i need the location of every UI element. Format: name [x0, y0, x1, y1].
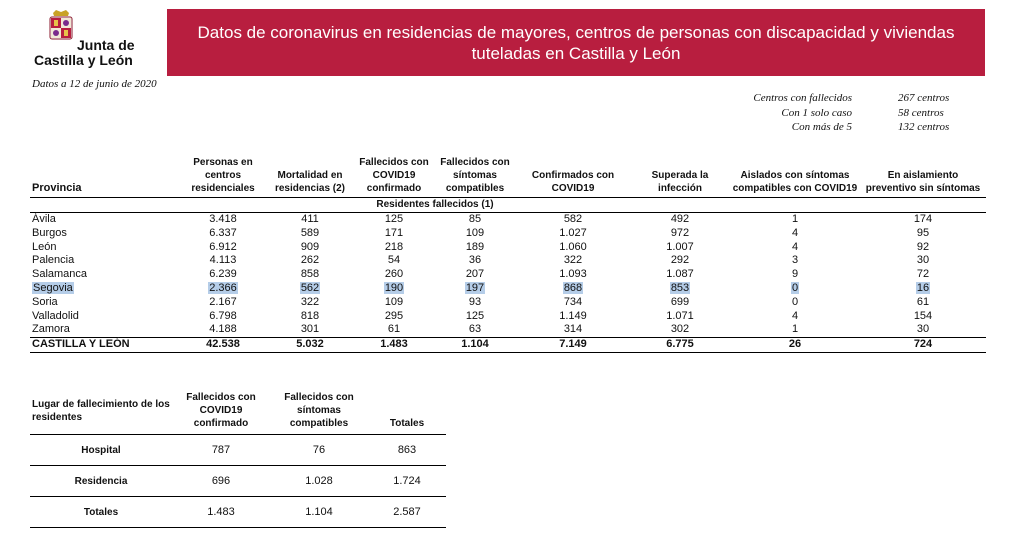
value-cell — [630, 227, 730, 241]
cell-value: 858 — [300, 268, 320, 281]
value-cell — [860, 213, 986, 227]
province-name: León — [32, 240, 57, 253]
total-value: 26 — [730, 338, 860, 353]
cell-value: 54 — [387, 254, 401, 267]
logo-text-line2: Castilla y León — [34, 52, 133, 68]
value-cell — [730, 241, 860, 255]
value-cell — [434, 282, 516, 296]
province-cell — [30, 268, 180, 282]
value-cell — [266, 227, 354, 241]
cell-value: 868 — [563, 281, 583, 294]
total-value: 5.032 — [266, 338, 354, 353]
place-label: Residencia — [30, 466, 172, 497]
value-cell — [434, 227, 516, 241]
value-cell — [354, 227, 434, 241]
column-header: Fallecidos con síntomas compatibles — [270, 391, 368, 435]
table-row — [30, 466, 446, 497]
value-cell — [516, 310, 630, 324]
value-cell — [730, 227, 860, 241]
column-header: Lugar de fallecimiento de los residentes — [30, 391, 172, 435]
summary-label: Centros con fallecidos — [753, 92, 852, 104]
value-cell — [180, 227, 266, 241]
junta-logo — [34, 9, 154, 71]
cell-value: 4 — [791, 240, 799, 253]
cell-value: 1.071 — [666, 309, 694, 322]
cell-value: 262 — [300, 254, 320, 267]
value-cell — [516, 254, 630, 268]
summary-label: Con más de 5 — [791, 121, 852, 133]
value-cell: 2.587 — [368, 497, 446, 528]
value-cell — [180, 268, 266, 282]
cell-value: 492 — [670, 213, 690, 225]
column-header: Personas en centros residenciales — [180, 156, 266, 198]
value-cell — [266, 241, 354, 255]
table-row — [30, 213, 986, 227]
title-banner — [167, 9, 985, 76]
total-value: 7.149 — [516, 338, 630, 353]
cell-value: 411 — [301, 213, 319, 225]
cell-value: 61 — [387, 323, 401, 336]
value-cell — [434, 323, 516, 337]
total-row — [30, 338, 986, 353]
table-row — [30, 241, 986, 255]
value-cell — [730, 296, 860, 310]
cell-value: 699 — [670, 295, 690, 308]
cell-value: 295 — [384, 309, 404, 322]
cell-value: 0 — [791, 281, 799, 294]
value-cell — [180, 310, 266, 324]
value-cell — [180, 241, 266, 255]
value-cell — [630, 282, 730, 296]
cell-value: 207 — [465, 268, 485, 281]
cell-value: 61 — [916, 295, 930, 308]
province-name: Salamanca — [32, 268, 88, 281]
value-cell — [354, 310, 434, 324]
cell-value: 4 — [791, 309, 799, 322]
cell-value: 6.798 — [209, 309, 237, 322]
cell-value: 36 — [468, 254, 482, 267]
province-name: Soria — [32, 295, 58, 308]
value-cell — [516, 282, 630, 296]
province-cell — [30, 254, 180, 268]
column-header: Fallecidos con COVID19 confirmado — [354, 156, 434, 198]
cell-value: 125 — [465, 309, 485, 322]
cell-value: 92 — [916, 240, 930, 253]
value-cell — [266, 323, 354, 337]
cell-value: 1.007 — [666, 240, 694, 253]
value-cell: 1.104 — [270, 497, 368, 528]
cell-value: 818 — [300, 309, 320, 322]
place-label: Totales — [30, 497, 172, 528]
cell-value: 314 — [563, 323, 583, 336]
cell-value: 218 — [384, 240, 404, 253]
column-header: En aislamiento preventivo sin síntomas — [860, 156, 986, 198]
place-of-death-table — [30, 391, 446, 528]
cell-value: 85 — [468, 213, 482, 225]
total-value: 6.775 — [630, 338, 730, 353]
value-cell — [630, 254, 730, 268]
column-header: Superada la infección — [630, 156, 730, 198]
cell-value: 125 — [384, 213, 404, 225]
cell-value: 30 — [916, 254, 930, 267]
cell-value: 72 — [916, 268, 930, 281]
summary-label: Con 1 solo caso — [781, 106, 852, 119]
value-cell — [434, 310, 516, 324]
value-cell — [354, 241, 434, 255]
value-cell: 1.724 — [368, 466, 446, 497]
total-value: 724 — [860, 338, 986, 353]
value-cell — [354, 296, 434, 310]
value-cell — [630, 213, 730, 227]
value-cell — [266, 310, 354, 324]
table-row — [30, 282, 986, 296]
table-header-row — [30, 156, 986, 198]
cell-value: 1.093 — [559, 268, 587, 281]
place-label: Hospital — [30, 435, 172, 466]
cell-value: 322 — [563, 254, 583, 267]
cell-value: 2.366 — [209, 281, 237, 294]
value-cell: 76 — [270, 435, 368, 466]
logo-text-line1: Junta de — [77, 37, 135, 53]
province-cell — [30, 310, 180, 324]
cell-value: 197 — [465, 281, 485, 294]
cell-value: 562 — [300, 281, 320, 294]
cell-value: 171 — [384, 226, 404, 239]
cell-value: 30 — [916, 323, 930, 336]
subheader-row — [30, 198, 986, 213]
cell-value: 0 — [791, 295, 799, 308]
value-cell — [354, 268, 434, 282]
cell-value: 109 — [384, 295, 404, 308]
centers-summary — [740, 92, 970, 136]
value-cell — [860, 323, 986, 337]
province-cell — [30, 296, 180, 310]
summary-row — [740, 121, 970, 136]
value-cell — [630, 268, 730, 282]
province-cell — [30, 227, 180, 241]
cell-value: 16 — [916, 281, 930, 294]
value-cell — [434, 241, 516, 255]
table-row — [30, 310, 986, 324]
cell-value: 6.239 — [209, 268, 237, 281]
cell-value: 95 — [916, 226, 930, 239]
table-row — [30, 435, 446, 466]
province-cell — [30, 323, 180, 337]
cell-value: 853 — [670, 281, 690, 294]
value-cell — [860, 241, 986, 255]
column-header: Totales — [368, 391, 446, 435]
value-cell — [860, 310, 986, 324]
cell-value: 2.167 — [209, 295, 237, 308]
cell-value: 154 — [913, 309, 933, 322]
value-cell — [266, 254, 354, 268]
value-cell — [860, 268, 986, 282]
residences-table — [30, 156, 986, 353]
summary-value: 132 centros — [898, 121, 950, 133]
value-cell — [516, 213, 630, 227]
cell-value: 1.027 — [559, 226, 587, 239]
value-cell — [516, 296, 630, 310]
deceased-residents-subheader: Residentes fallecidos (1) — [354, 198, 516, 213]
value-cell — [630, 241, 730, 255]
column-header: Aislados con síntomas compatibles con COVID19 — [730, 156, 860, 198]
table-row — [30, 268, 986, 282]
value-cell — [180, 296, 266, 310]
total-label: CASTILLA Y LEÓN — [30, 338, 180, 353]
cell-value: 6.337 — [209, 226, 237, 239]
value-cell — [516, 227, 630, 241]
total-value: 42.538 — [180, 338, 266, 353]
province-name: Zamora — [32, 323, 70, 336]
province-cell — [30, 282, 180, 296]
cell-value: 972 — [670, 226, 690, 239]
province-name: Ávila — [32, 213, 56, 225]
table-row — [30, 254, 986, 268]
value-cell: 863 — [368, 435, 446, 466]
value-cell — [730, 323, 860, 337]
cell-value: 4.188 — [209, 323, 237, 336]
value-cell — [266, 296, 354, 310]
value-cell — [516, 268, 630, 282]
value-cell: 787 — [172, 435, 270, 466]
value-cell — [434, 268, 516, 282]
cell-value: 93 — [468, 295, 482, 308]
value-cell — [516, 323, 630, 337]
value-cell — [730, 310, 860, 324]
value-cell — [354, 323, 434, 337]
summary-value: 267 centros — [898, 92, 950, 104]
column-header: Fallecidos con COVID19 confirmado — [172, 391, 270, 435]
coat-of-arms-icon — [48, 9, 74, 43]
value-cell — [860, 282, 986, 296]
value-cell — [630, 323, 730, 337]
value-cell — [730, 213, 860, 227]
value-cell — [266, 282, 354, 296]
value-cell — [266, 213, 354, 227]
column-header: Mortalidad en residencias (2) — [266, 156, 354, 198]
cell-value: 1.087 — [666, 268, 694, 281]
value-cell — [730, 282, 860, 296]
value-cell: 1.483 — [172, 497, 270, 528]
value-cell — [180, 213, 266, 227]
value-cell — [630, 310, 730, 324]
cell-value: 1.060 — [559, 240, 587, 253]
table-row — [30, 227, 986, 241]
cell-value: 190 — [384, 281, 404, 294]
cell-value: 1 — [791, 323, 799, 336]
cell-value: 734 — [563, 295, 583, 308]
province-cell — [30, 213, 180, 227]
cell-value: 302 — [670, 323, 690, 336]
cell-value: 589 — [300, 226, 320, 239]
cell-value: 3 — [791, 254, 799, 267]
value-cell — [354, 282, 434, 296]
value-cell — [354, 254, 434, 268]
page-title: Datos de coronavirus en residencias de mayores, centros de personas con discapacidad y viviendas tuteladas en Castilla y León — [197, 22, 955, 63]
cell-value: 909 — [300, 240, 320, 253]
value-cell — [434, 213, 516, 227]
cell-value: 301 — [300, 323, 320, 336]
value-cell — [434, 254, 516, 268]
summary-row — [740, 107, 970, 122]
cell-value: 260 — [384, 268, 404, 281]
value-cell — [434, 296, 516, 310]
value-cell — [860, 254, 986, 268]
cell-value: 4 — [791, 226, 799, 239]
value-cell — [180, 254, 266, 268]
province-name: Palencia — [32, 254, 75, 267]
value-cell — [730, 268, 860, 282]
total-value: 1.104 — [434, 338, 516, 353]
cell-value: 292 — [670, 254, 690, 267]
cell-value: 109 — [465, 226, 485, 239]
cell-value: 582 — [563, 213, 583, 225]
column-header: Confirmados con COVID19 — [516, 156, 630, 198]
value-cell — [630, 296, 730, 310]
value-cell — [180, 282, 266, 296]
value-cell — [354, 213, 434, 227]
cell-value: 63 — [468, 323, 482, 336]
column-header: Provincia — [30, 156, 180, 198]
cell-value: 322 — [300, 295, 320, 308]
report-date: Datos a 12 de junio de 2020 — [32, 78, 157, 90]
province-name: Valladolid — [32, 309, 79, 322]
value-cell — [516, 241, 630, 255]
cell-value: 3.418 — [209, 213, 237, 225]
cell-value: 9 — [791, 268, 799, 281]
table-header-row — [30, 391, 446, 435]
table-row — [30, 296, 986, 310]
value-cell: 696 — [172, 466, 270, 497]
table-row — [30, 323, 986, 337]
cell-value: 174 — [913, 213, 933, 225]
value-cell — [266, 268, 354, 282]
summary-row — [740, 92, 970, 107]
table-row — [30, 497, 446, 528]
total-value: 1.483 — [354, 338, 434, 353]
cell-value: 1 — [791, 213, 799, 225]
cell-value: 189 — [465, 240, 485, 253]
summary-value: 58 centros — [898, 106, 944, 119]
cell-value: 6.912 — [209, 240, 237, 253]
province-name: Burgos — [32, 226, 67, 239]
value-cell — [180, 323, 266, 337]
value-cell — [860, 296, 986, 310]
value-cell — [730, 254, 860, 268]
province-cell — [30, 241, 180, 255]
province-name: Segovia — [33, 281, 73, 294]
value-cell: 1.028 — [270, 466, 368, 497]
value-cell — [860, 227, 986, 241]
cell-value: 4.113 — [209, 254, 237, 267]
cell-value: 1.149 — [559, 309, 587, 322]
column-header: Fallecidos con síntomas compatibles — [434, 156, 516, 198]
